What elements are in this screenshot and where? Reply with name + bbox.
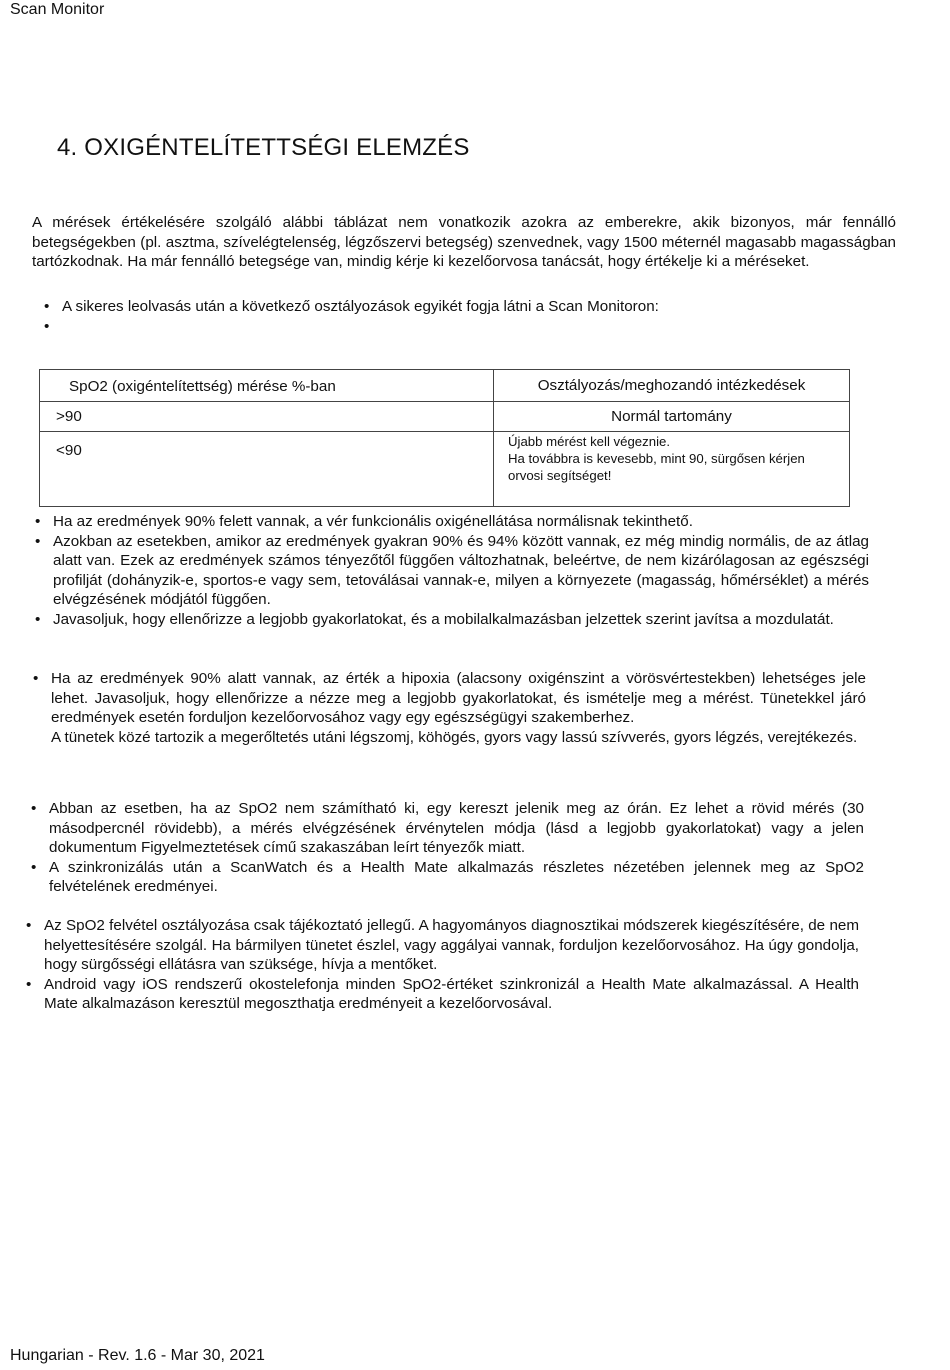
list-item (31, 799, 864, 858)
table-cell-classification: Normál tartomány (494, 402, 850, 432)
spo2-sync-bullet-list (31, 799, 864, 897)
list-item-text: Javasoljuk, hogy ellenőrizze a legjobb gyakorlatokat, és a mobilalkalmazásban jelzettek szerint javítsa a mozdulatát. (53, 610, 834, 628)
list-item (31, 858, 864, 897)
page-header: Scan Monitor (10, 1, 105, 18)
bullet-icon: • (26, 917, 32, 934)
bullet-icon: • (35, 513, 41, 530)
classification-line: Újabb mérést kell végeznie. (508, 434, 670, 449)
list-item (35, 512, 869, 532)
list-item-text: Az SpO2 felvétel osztályozása csak tájékoztató jellegű. A hagyományos diagnosztikai módszerek kiegészítésére, de nem helyettesítésére szolgál. Ha bármilyen tünetet észlel, vagy aggályai vannak, forduljon kezelőorvosához. Ha úgy gondolja, hogy sürgősségi ellátásra van szüksége, hívja a mentőket. (44, 917, 859, 974)
list-item-text: Abban az esetben, ha az SpO2 nem számítható ki, egy kereszt jelenik meg az órán. Ez lehet a rövid mérés (30 másodpercnél rövidebb), a mérés elvégzésének érvénytelen módja (lásd a legjobb gyakorlatokat) vagy a jelen dokumentum Figyelmeztetések című szakaszában leírt tényezők miatt. (49, 800, 864, 857)
list-item-text: Azokban az esetekben, amikor az eredmények gyakran 90% és 94% között vannak, ez még mindig normális, de az átlag alatt van. Ezek az eredmények számos tényezőtől függően változhatnak, beleértve, de nem kizárólagosan az egészségi profilját (dohányzik-e, sportos-e vagy sem, tetoválásai vannak-e, milyen a környezete (magasság, hőmérséklet) a mérés elvégzésének módjától függően. (53, 532, 869, 609)
bullet-icon: • (44, 298, 50, 315)
hypoxia-bullet-list (33, 669, 866, 747)
list-item-extra-text: A tünetek közé tartozik a megerőltetés utáni légszomj, köhögés, gyors vagy lassú szívverés, gyors légzés, verejtékezés. (51, 728, 858, 746)
top-bullet-list (44, 297, 852, 335)
table-row (40, 402, 850, 432)
list-item (33, 669, 866, 747)
bullet-icon: • (33, 670, 39, 687)
bullet-icon: • (35, 532, 41, 550)
table-cell-value: >90 (40, 402, 494, 432)
spo2-classification-table (39, 369, 850, 507)
bullet-icon: • (26, 975, 32, 993)
table-row (40, 432, 850, 507)
table-header-measurement: SpO2 (oxigéntelítettség) mérése %-ban (40, 370, 494, 402)
list-item-text: Ha az eredmények 90% alatt vannak, az érték a hipoxia (alacsony oxigénszint a vörösvértestekben) lehetséges jele lehet. Javasoljuk, hogy ellenőrizze a nézze meg a legjobb gyakorlatokat, és ismételje meg a mérést. Tünetekkel járó eredmények esetén forduljon kezelőorvosához vagy egy egészségügyi szakemberhez. (51, 670, 866, 727)
bullet-icon: • (31, 800, 37, 817)
bullet-icon: • (44, 317, 50, 335)
list-item-text: A szinkronizálás után a ScanWatch és a Health Mate alkalmazás részletes nézetében jelennek meg az SpO2 felvételének eredményei. (49, 858, 864, 896)
list-item (26, 916, 859, 975)
list-item (35, 532, 869, 610)
classification-line: Ha továbbra is kevesebb, mint 90, sürgősen kérjen orvosi segítséget! (508, 451, 805, 483)
table-header-row (40, 370, 850, 402)
list-item-text: Android vagy iOS rendszerű okostelefonja minden SpO2-értéket szinkronizál a Health Mate alkalmazással. A Health Mate alkalmazáson keresztül megoszthatja eredményeit a kezelőorvosával. (44, 975, 859, 1013)
table-cell-classification (494, 432, 850, 507)
list-item-text: Ha az eredmények 90% felett vannak, a vér funkcionális oxigénellátása normálisnak tekinthető. (53, 513, 693, 530)
list-item-text: A sikeres leolvasás után a következő osztályozások egyikét fogja látni a Scan Monitoron: (62, 298, 659, 315)
list-item (44, 297, 852, 317)
section-title: 4. OXIGÉNTELÍTETTSÉGI ELEMZÉS (57, 134, 470, 161)
bullet-icon: • (35, 610, 41, 628)
disclaimer-bullet-list (26, 916, 859, 1014)
table-cell-value: <90 (40, 432, 494, 507)
bullet-icon: • (31, 858, 37, 876)
page-footer: Hungarian - Rev. 1.6 - Mar 30, 2021 (10, 1347, 265, 1364)
results-bullet-list (35, 512, 869, 630)
list-item (26, 975, 859, 1014)
list-item (35, 610, 869, 630)
intro-paragraph: A mérések értékelésére szolgáló alábbi táblázat nem vonatkozik azokra az emberekre, akik bizonyos, már fennálló betegségekben (pl. asztma, szívelégtelenség, légzőszervi betegség) szenvednek, vagy 1500 méternél magasabb magasságban tartózkodnak. Ha már fennálló betegsége van, mindig kérje ki kezelőorvosa tanácsát, hogy értékelje ki a méréseket. (32, 214, 896, 271)
table-header-classification: Osztályozás/meghozandó intézkedések (494, 370, 850, 402)
